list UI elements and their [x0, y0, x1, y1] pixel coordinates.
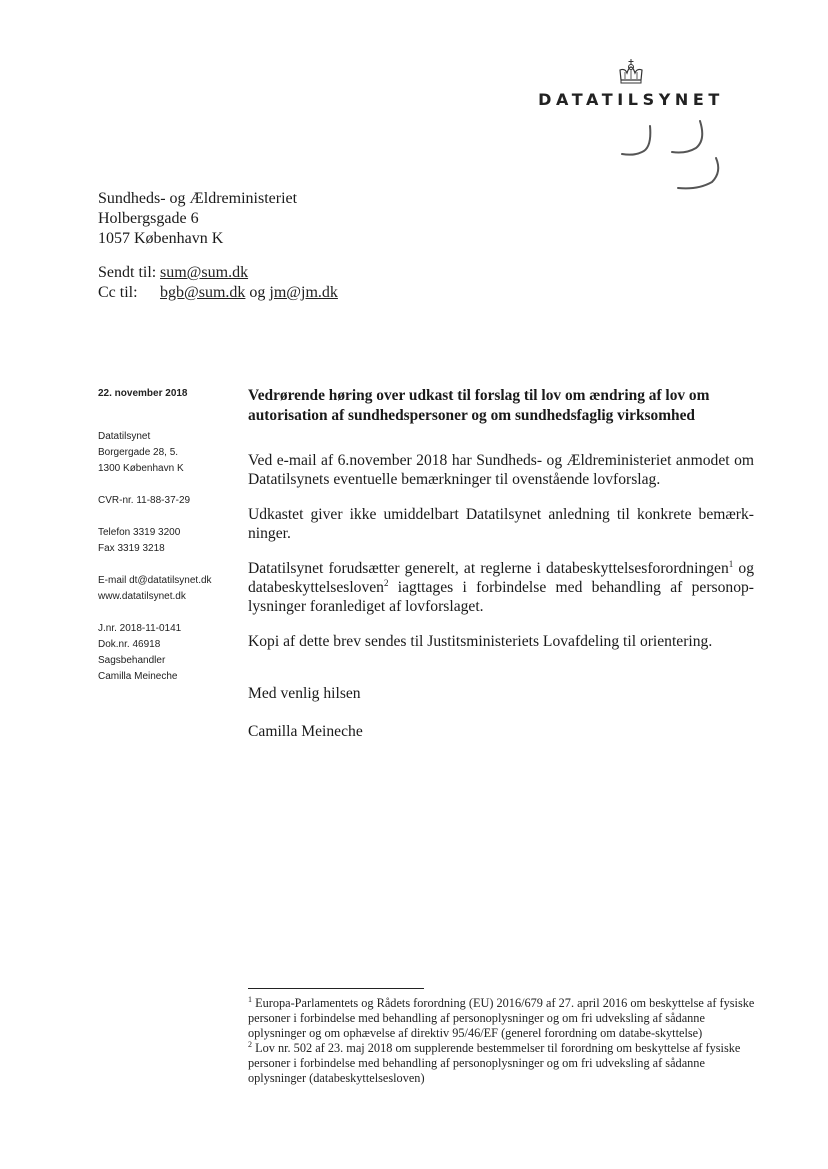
sent-to-label: Sendt til:: [98, 264, 157, 281]
footnote-ref-1[interactable]: 1: [728, 558, 734, 569]
paragraph-4: Kopi af dette brev sendes til Justitsministeriets Lovafdeling til orientering.: [248, 633, 713, 650]
fax-number: Fax 3319 3218: [98, 543, 165, 554]
cc-email-link-1[interactable]: bgb@sum.dk: [160, 284, 246, 301]
letter-body: [248, 386, 754, 741]
footnote-2: $^2$ Lov nr. 502 af 23. maj 2018 om supplerende bestemmelser til forordning om beskyttelse af fysiske personer i forbindelse med behandling af personoplysninger og om fri udveksling af sådanne oplysninger (databeskyttelsesloven): [248, 1039, 741, 1085]
signature-name: Camilla Meineche: [248, 723, 363, 740]
cc-label: Cc til:: [98, 284, 138, 301]
distribution-block: [98, 263, 338, 303]
recipient-street: Holbergsgade 6: [98, 210, 199, 227]
cvr-number: CVR-nr. 11-88-37-29: [98, 495, 191, 506]
recipient-name: Sundheds- og Ældreministeriet: [98, 190, 298, 207]
letterhead-logo: [520, 58, 742, 109]
recipient-address: [98, 189, 297, 249]
recipient-city: 1057 København K: [98, 230, 224, 247]
sent-to-email-link[interactable]: sum@sum.dk: [160, 264, 249, 281]
crown-icon: [617, 58, 645, 86]
journal-number: J.nr. 2018-11-0141: [98, 623, 182, 634]
paragraph-3: Datatilsynet forudsætter generelt, at reglerne i databeskyttelsesforordningen$^1$ og databeskyttelsesloven$^2$ iagttages i forbindelse med behandling af personop-lysninger foranlediget af lovforslaget.: [248, 558, 755, 615]
sender-address-line1: Borgergade 28, 5.: [98, 447, 179, 458]
caseworker-label: Sagsbehandler: [98, 655, 166, 666]
sender-sidebar: [98, 386, 238, 685]
sender-address-line2: 1300 København K: [98, 463, 184, 474]
footnote-ref-2[interactable]: 2: [383, 577, 389, 588]
letter-date: 22. november 2018: [98, 388, 188, 399]
sender-email: E-mail dt@datatilsynet.dk: [98, 575, 212, 586]
document-number: Dok.nr. 46918: [98, 639, 161, 650]
sender-org: Datatilsynet: [98, 431, 151, 442]
footnotes: [248, 988, 756, 1086]
paragraph-2: Udkastet giver ikke umiddelbart Datatilsynet anledning til konkrete bemærk-ninger.: [248, 506, 754, 542]
handwritten-initials: [612, 118, 732, 198]
cc-join: og: [249, 284, 266, 301]
footnote-divider: [248, 988, 424, 989]
footnote-1: $^1$ Europa-Parlamentets og Rådets forordning (EU) 2016/679 af 27. april 2016 om beskyttelse af fysiske personer i forbindelse med behandling af personoplysninger og om fri udveksling af sådanne oplysninger og om ophævelse af direktiv 95/46/EF (generel forordning om databe-skyttelse): [248, 994, 755, 1040]
paragraph-1: Ved e-mail af 6.november 2018 har Sundheds- og Ældreministeriet anmodet om Datatilsynets eventuelle bemærkninger til ovenstående lovforslag.: [248, 452, 754, 488]
sender-website: www.datatilsynet.dk: [98, 591, 186, 602]
caseworker-name: Camilla Meineche: [98, 671, 178, 682]
letter-subject: Vedrørende høring over udkast til forslag til lov om ændring af lov om autorisation af sundhedspersoner og om sundhedsfaglig virksomhed: [248, 387, 710, 424]
phone-number: Telefon 3319 3200: [98, 527, 181, 538]
closing-greeting: Med venlig hilsen: [248, 685, 361, 702]
logo-wordmark: DATATILSYNET: [538, 90, 724, 109]
cc-email-link-2[interactable]: jm@jm.dk: [269, 284, 338, 301]
